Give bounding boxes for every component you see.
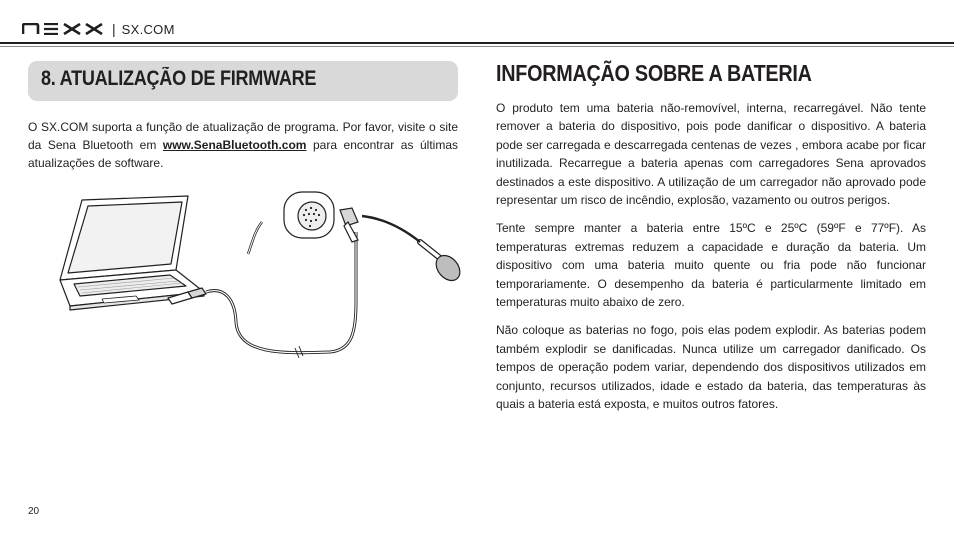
page-number: 20 bbox=[28, 506, 40, 517]
header-rule bbox=[0, 42, 954, 44]
battery-info-body bbox=[496, 99, 926, 424]
header-separator: | bbox=[112, 21, 116, 37]
firmware-text-start: O SX.COM suporta a função de atualização de programa. Por favor, visite o site da Sena Bluetooth em bbox=[28, 120, 458, 152]
battery-section-title: INFORMAÇÃO SOBRE A BATERIA bbox=[496, 60, 812, 86]
nexx-logo bbox=[22, 23, 106, 35]
battery-paragraph: Tente sempre manter a bateria entre 15ºC e 25ºC (59ºF e 77ºF). As temperaturas extremas reduzem a capacidade e duração da bateria. Um dispositivo com uma bateria muito quente ou fria pode não funcionar temporariamente. O desempenho da bateria é particularmente limitado em temperaturas muito abaixo de zero. bbox=[496, 221, 926, 310]
firmware-paragraph bbox=[28, 118, 458, 172]
sena-website-link[interactable]: www.SenaBluetooth.com bbox=[162, 138, 307, 152]
battery-paragraph: O produto tem uma bateria não-removível, interna, recarregável. Não tente remover a bateria do dispositivo, pois pode danificar o dispositivo. A bateria pode ser carregada e descarregada centenas de vezes , embora acabe por ficar inutilizada. Recarregue a bateria apenas com carregadores Sena aprovados destinados a este dispositivo. A utilização de um carregador não aprovado pode representar um risco de incêndio, explosão, vazamento ou outros perigos. bbox=[496, 101, 926, 208]
firmware-text-end: para encontrar as últimas atualizações de software. bbox=[28, 138, 458, 170]
section-title: 8. ATUALIZAÇÃO DE FIRMWARE bbox=[41, 67, 317, 90]
page-header bbox=[22, 18, 175, 40]
laptop-usb-headset-illustration bbox=[40, 182, 470, 372]
battery-paragraph: Não coloque as baterias no fogo, pois elas podem explodir. As baterias podem também explodir se danificadas. Nunca utilize um carregador danificado. Os tempos de operação podem variar, dependendo dos dispositivos utilizados em conjunto, recursos utilizados, idade e estado da bateria, das temperaturas às quais a bateria está exposta, e muitos outros fatores. bbox=[496, 323, 926, 412]
header-rule-thin bbox=[0, 46, 954, 47]
header-site-name: SX.COM bbox=[121, 21, 175, 37]
